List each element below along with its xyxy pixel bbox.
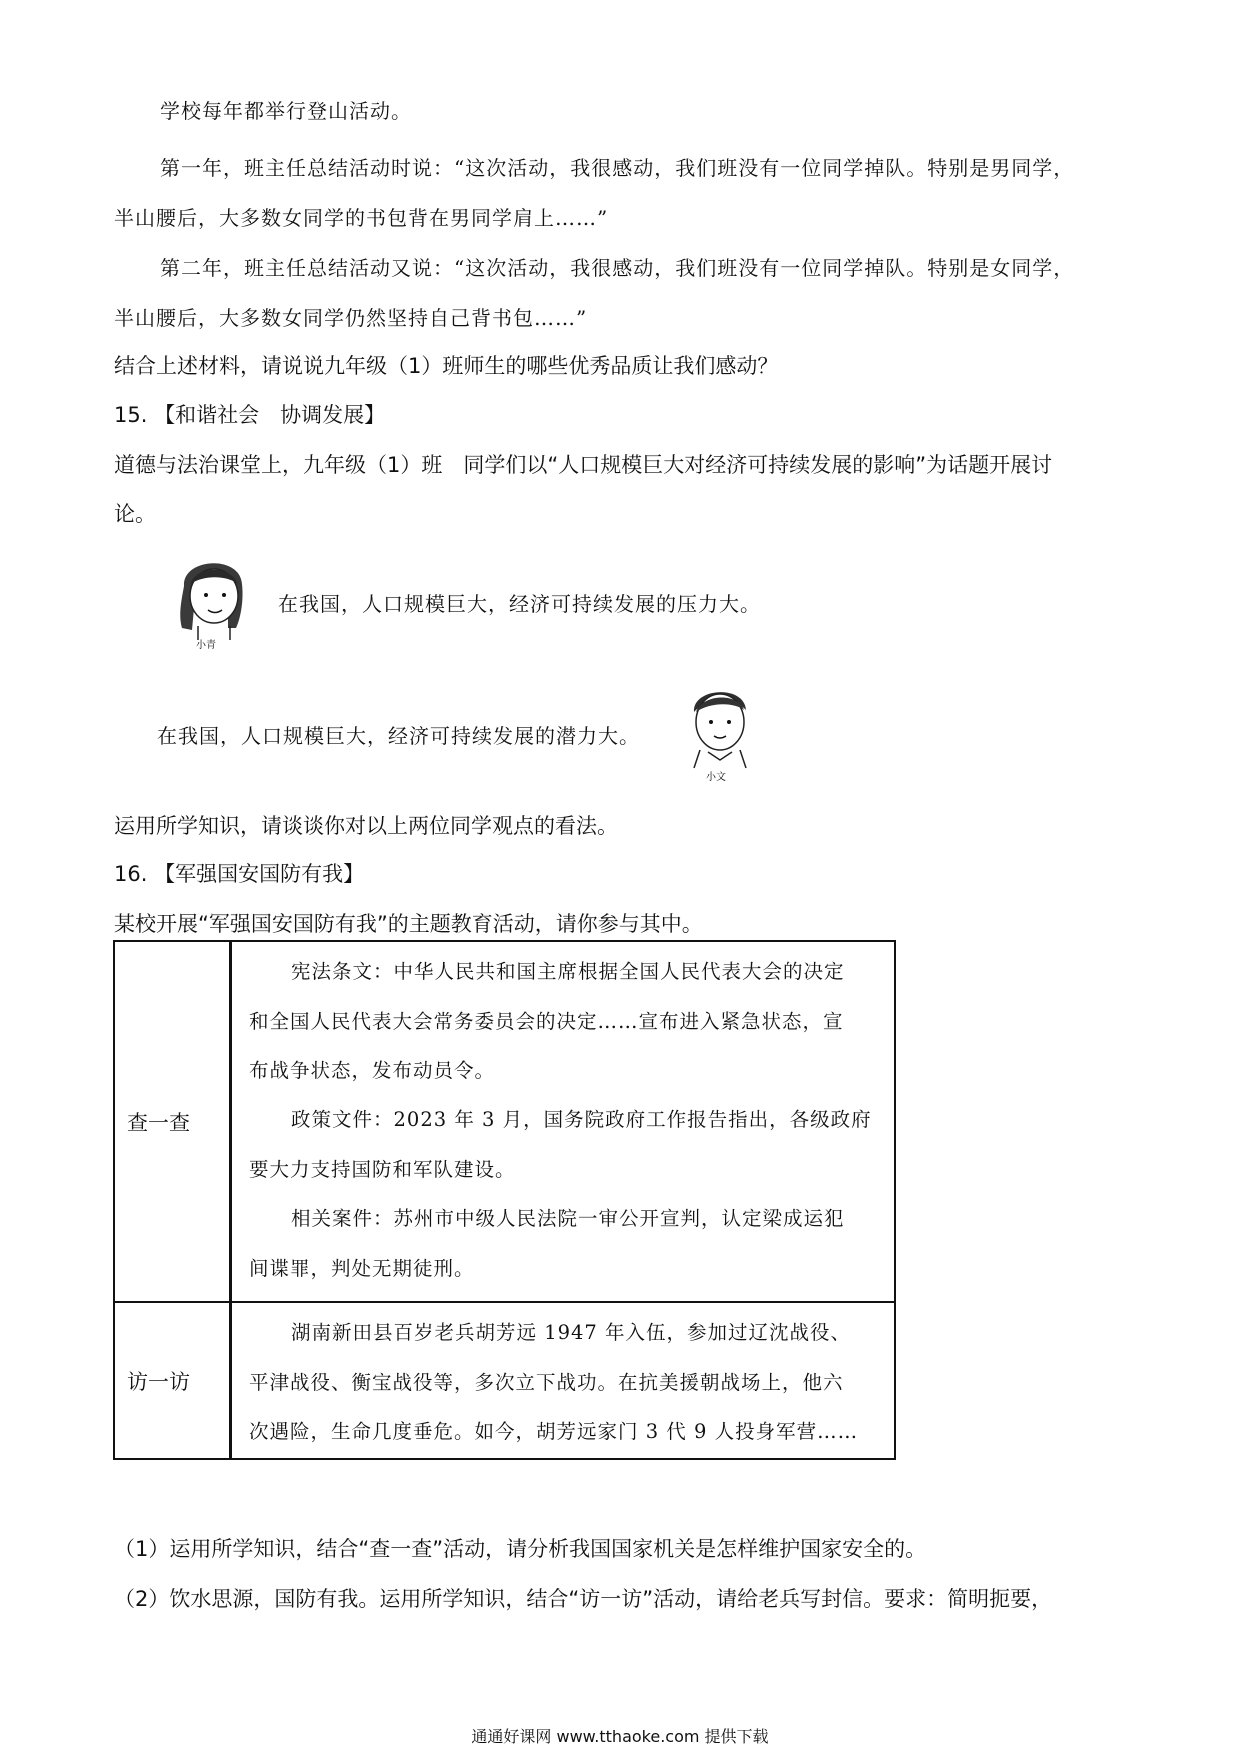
row-content-check [235,942,894,1301]
paragraph-2-line-1: 第一年，班主任总结活动时说：“这次活动，我很感动，我们班没有一位同学掉队。特别是男同学， [160,156,1075,180]
activity-table [113,940,896,1460]
boy-avatar-illustration [678,678,760,774]
question-15-intro-line-1: 道德与法治课堂上，九年级（1）班 同学们以“人口规模巨大对经济可持续发展的影响”为话题开展讨 [114,453,1053,477]
paragraph-1: 学校每年都举行登山活动。 [160,99,412,123]
question-16-heading: 16. 【军强国安国防有我】 [114,862,365,886]
constitution-line-2: 和全国人民代表大会常务委员会的决定……宣布进入紧急状态，宣 [249,1010,844,1033]
page-footer: 通通好课网 www.tthaoke.com 提供下载 [471,1727,769,1746]
girl-avatar-illustration [170,548,254,648]
girl-speech: 在我国，人口规模巨大，经济可持续发展的压力大。 [278,592,761,616]
question-14-prompt: 结合上述材料，请说说九年级（1）班师生的哪些优秀品质让我们感动？ [114,354,779,378]
question-15-heading: 15. 【和谐社会 协调发展】 [114,403,386,427]
question-15-prompt: 运用所学知识，请谈谈你对以上两位同学观点的看法。 [114,814,618,838]
question-16-subquestion-2: （2）饮水思源，国防有我。运用所学知识，结合“访一访”活动，请给老兵写封信。要求：简明扼要， [114,1587,1053,1611]
policy-line-2: 要大力支持国防和军队建设。 [249,1158,516,1181]
question-16-intro: 某校开展“军强国安国防有我”的主题教育活动，请你参与其中。 [114,912,703,936]
case-line-2: 间谍罪，判处无期徒刑。 [249,1257,475,1280]
veteran-line-3: 次遇险，生命几度垂危。如今，胡芳远家门 3 代 9 人投身军营…… [249,1420,859,1443]
table-row-check [115,942,894,1303]
constitution-line-1: 宪法条文：中华人民共和国主席根据全国人民代表大会的决定 [291,960,845,983]
veteran-line-2: 平津战役、衡宝战役等，多次立下战功。在抗美援朝战场上，他六 [249,1371,844,1394]
question-16-subquestion-1: （1）运用所学知识，结合“查一查”活动，请分析我国国家机关是怎样维护国家安全的。 [114,1537,927,1561]
boy-name-label: 小文 [706,772,726,783]
table-row-visit [115,1303,894,1458]
row-head-check: 查一查 [115,942,232,1301]
paragraph-2-line-2: 半山腰后，大多数女同学的书包背在男同学肩上……” [114,206,609,230]
veteran-line-1: 湖南新田县百岁老兵胡芳远 1947 年入伍，参加过辽沈战役、 [291,1321,852,1344]
boy-speech: 在我国，人口规模巨大，经济可持续发展的潜力大。 [157,724,640,748]
policy-line-1: 政策文件：2023 年 3 月，国务院政府工作报告指出，各级政府 [291,1108,872,1131]
row-head-visit: 访一访 [115,1303,232,1458]
paragraph-3-line-2: 半山腰后，大多数女同学仍然坚持自己背书包……” [114,306,588,330]
case-line-1: 相关案件：苏州市中级人民法院一审公开宣判，认定梁成运犯 [291,1207,845,1230]
row-content-visit [235,1303,894,1458]
question-15-intro-line-2: 论。 [114,502,156,526]
constitution-line-3: 布战争状态，发布动员令。 [249,1059,496,1082]
girl-name-label: 小青 [196,640,216,651]
paragraph-3-line-1: 第二年，班主任总结活动又说：“这次活动，我很感动，我们班没有一位同学掉队。特别是女同学， [160,256,1075,280]
